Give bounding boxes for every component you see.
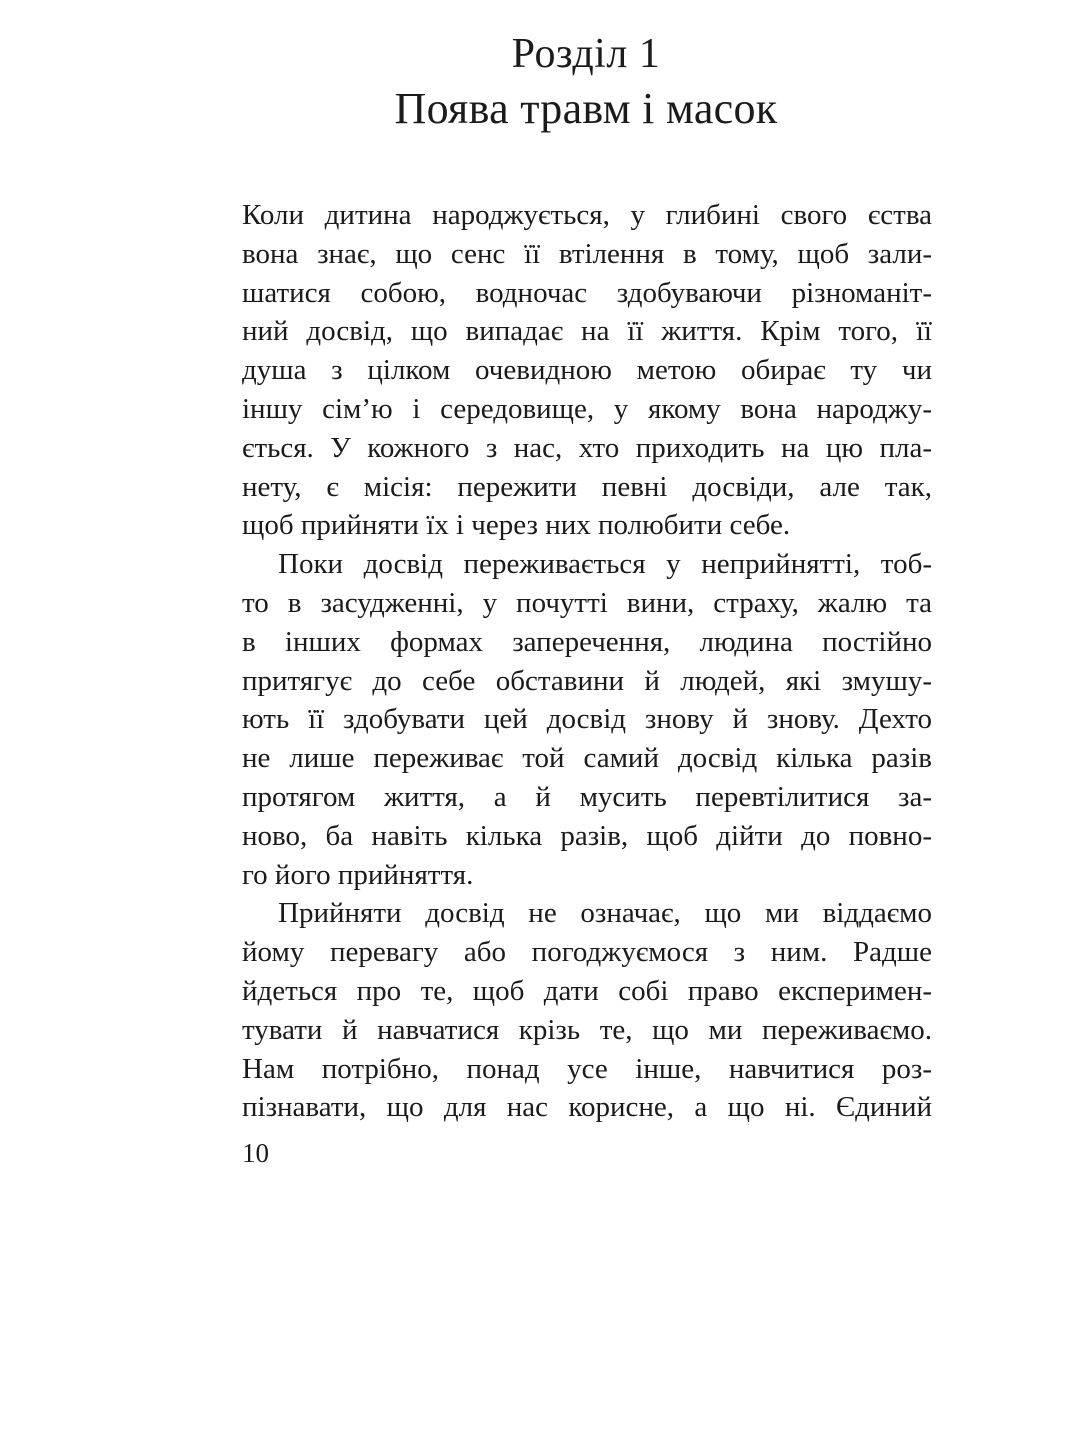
text-line: душа з цілком очевидною метою обирає ту чи [242,354,932,387]
paragraph-3 [242,894,932,1127]
text-line: пізнавати, що для нас корисне, а що ні. Єдиний [242,1091,932,1124]
paragraph-1 [242,196,932,545]
text-line: Нам потрібно, понад усе інше, навчитися роз- [242,1052,932,1085]
text-line: йдеться про те, щоб дати собі право експеримен- [242,974,932,1007]
text-line: шатися собою, водночас здобуваючи різноманіт- [242,276,932,309]
body-text [242,196,932,1127]
text-line: протягом життя, а й мусить перевтілитися за- [242,780,932,813]
chapter-title: Поява травм і масок [394,84,778,133]
text-line: Поки досвід переживається у неприйнятті, тоб- [278,548,932,581]
text-line: вона знає, що сенс її втілення в тому, щоб зали- [242,237,932,270]
text-line: ново, ба навіть кілька разів, щоб дійти до повно- [242,819,932,852]
chapter-number: Розділ 1 [511,31,661,77]
text-line: то в засудженні, у почутті вини, страху, жалю та [242,586,932,619]
text-line: не лише переживає той самий досвід кілька разів [242,742,932,775]
text-line: ється. У кожного з нас, хто приходить на цю пла- [242,431,932,464]
text-line: тувати й навчатися крізь те, що ми переживаємо. [242,1013,932,1046]
text-line: Прийняти досвід не означає, що ми віддаємо [278,897,932,930]
text-line: іншу сім’ю і середовище, у якому вона народжу- [242,392,932,425]
text-line: ють її здобувати цей досвід знову й знову. Дехто [242,703,932,736]
text-line: ний досвід, що випадає на її життя. Крім того, її [242,315,932,348]
text-line: го його прийняття. [242,858,474,891]
text-line: нету, є місія: пережити певні досвіди, але так, [242,470,932,503]
text-line: щоб прийняти їх і через них полюбити себе. [242,509,791,542]
text-line: йому перевагу або погоджуємося з ним. Радше [242,936,932,969]
page-number: 10 [242,1138,269,1168]
text-line: в інших формах заперечення, людина постійно [242,625,932,658]
paragraph-2 [242,545,932,894]
text-line: притягує до себе обставини й людей, які змушу- [242,664,932,697]
text-line: Коли дитина народжується, у глибині свого єства [242,199,932,231]
